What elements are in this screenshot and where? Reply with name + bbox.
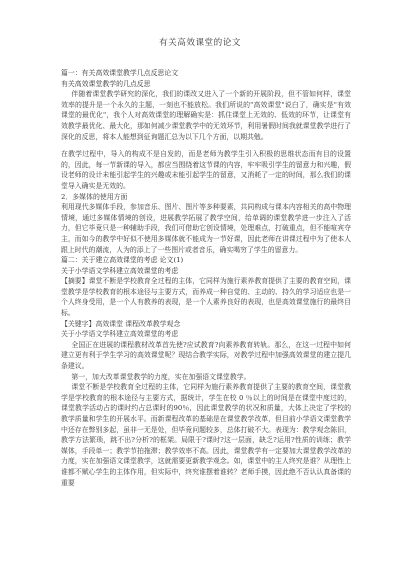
section-1-heading: 篇一：有关高效课堂教学几点反思论文 — [61, 69, 179, 77]
section-2-paragraph: 课堂不断是学校教育全过程的主体，它同样为施行素养教育提供了主要的教育空间，课堂教学是学校教育的根本途径与主要方式，据统计，学生在校 0 ％以上的时间是在课堂中度过的，课堂教学活动占的课时约占总课时的90％，因此课堂教学的状况和质量，大体上决定了学校的教学质量和学生的开展水平。而新课程改革的基础是在课堂教学改革，但目前小学语文课堂教学中还存在弊别多起，虽非一无是处，但毕竟问题较多，总体打破不大。表现为：教学观念陈旧，教学方法繁琐，跳不出?分析?的框架。局限于?课时?这一层面，缺乏?运用?性质的训练；教学媒体，手段单一；教学节拍拖滞；教学效率不高。因此，课堂教学有一定要加大课堂教学改革的力度，实在加强语文课堂教学，这就需要更新教学观念。如，课堂中的主人终究是谁？从理性上谁都不赋心学生的主体作用，但实际中，终究谁摆着谁转？老师手摸，因此绝不否认认真备课的重要 — [61, 383, 351, 487]
section-2-subheading: 关于小学语文学科建立高效课堂的考虑 — [61, 266, 179, 275]
document-body — [61, 68, 351, 488]
section-2-point-heading: 第一，加大改革课堂教学的力度，实在加强语文课堂教学。 — [71, 372, 251, 381]
section-1-numbered-heading: 2．多媒体的使用方面 — [61, 192, 128, 201]
abstract-paragraph: 【摘要】课堂不断是学校教育全过程的主体，它同样为施行素养教育提供了主要的教育空间，课堂教学是学校教育的根本途径与主要方式，而养成一种自觉的、主动的、持久的学习适应也是一个人终身受用，是一个人有教养的表现，是一个人素养良好的表现，也是高效课堂施行的最终目标。 — [61, 277, 351, 318]
section-1-paragraph: 在教学过程中，导入的构成不是自发的，而是老师为教学生引入积极的思维状态而有目的设置的，因此，每一节新课的导入，都应当围绕着这节课的内容，牢牢吸引学生的留意力和兴趣，假设老师的设计未能引起学生的兴趣或未能引起学生的留意，又消耗了一定的时间，那么我们的课堂导入确实是无效的。 — [61, 150, 351, 190]
keywords-line: 【关键字】高效课堂 课程改革教学观念 — [61, 319, 181, 328]
document-title: 有关高效课堂的论文 — [159, 38, 241, 48]
section-2-paragraph: 全国正在进展的课程教材改革首先使?应试教育?向素养教育转轨。那么，在这一过程中如何建立更有利于学生学习的高效课堂呢？现结合教学实际，对教学过程中加强高效课堂的建立提几条建议。 — [61, 340, 351, 371]
section-1-paragraph: 伴随着课堂教学研究的深化，我们的课改又进入了一个新的开展阶段，但不管如何样，课堂效率的提升是一个永久的主题，一刻也不能放松。我们所说的"高效课堂"说白了，确实是"有效课堂的最优化"，我个人对高效课堂的理解确实是：抓住课堂上无效的、低效的环节，让课堂有效教学最优化、最大化，那如何减少课堂教学中的无效环节，利用暑假时间我就课堂教学进行了深化的反思，将本人能想到征询题汇总为以下几个方面，以期共勉。 — [61, 90, 351, 141]
section-2-heading: 篇二：关于建立高效课堂的考虑 论文(1) — [61, 256, 184, 265]
section-2-repeated-title: 关于小学语文学科建立高效课堂的考虑 — [61, 330, 179, 339]
section-1-paragraph: 利用现代多媒体手段，参加音乐、图片、图片等多种要素，共同构成与课本内容相关的高中物理情境，通过多媒体情境的创设，进展教学拓展了教学空间，给单调的课堂教学进一步注入了活力，但它毕竟只是一种辅助手段，我们可借助它创设情境，处理难点，打破重点，但不能喧宾夺主，而如今的教学中好似不使用多媒体就不能成为一节好课，因此老师在讲课过程中为了使本人跟上时代的潮流，人为的添上了一些图片或者音乐，确实喝穷了学生的留意力。 — [61, 203, 351, 254]
section-1-subheading: 有关高效课堂教学的几点反思 — [61, 79, 151, 88]
